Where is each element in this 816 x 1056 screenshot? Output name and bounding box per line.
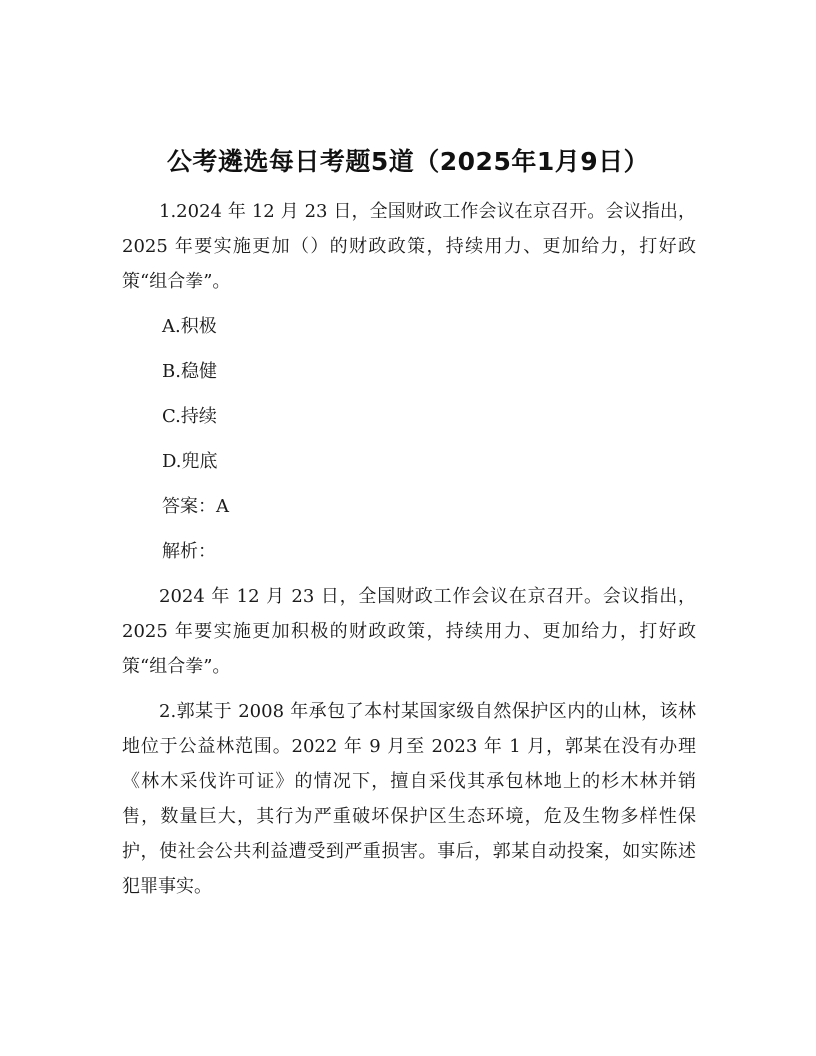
answer-line: 答案：A: [162, 496, 229, 517]
option-d: D.兜底: [162, 451, 218, 472]
analysis-text: 2024 年 12 月 23 日，全国财政工作会议在京召开。会议指出，2025 年要实施更加积极的财政政策，持续用力、更加给力，打好政策“组合拳”。: [122, 586, 696, 677]
document-title: 公考遴选每日考题5道（2025年1月9日）: [166, 147, 650, 176]
document-body: [122, 194, 696, 904]
question-2-stem: 2.郭某于 2008 年承包了本村某国家级自然保护区内的山林，该林地位于公益林范围。2022 年 9 月至 2023 年 1 月，郭某在没有办理《林木采伐许可证》的情况下，擅自采伐其承包林地上的杉木林并销售，数量巨大，其行为严重破坏保护区生态环境，危及生物多样性保护，使社会公共利益遭受到严重损害。事后，郭某自动投案，如实陈述犯罪事实。: [122, 701, 696, 897]
analysis-label: 解析：: [162, 541, 216, 562]
option-c: C.持续: [162, 406, 217, 427]
question-1-stem: 1.2024 年 12 月 23 日，全国财政工作会议在京召开。会议指出，2025 年要实施更加（）的财政政策，持续用力、更加给力，打好政策“组合拳”。: [122, 201, 696, 292]
option-b: B.稳健: [162, 361, 217, 382]
option-a: A.积极: [162, 316, 217, 337]
